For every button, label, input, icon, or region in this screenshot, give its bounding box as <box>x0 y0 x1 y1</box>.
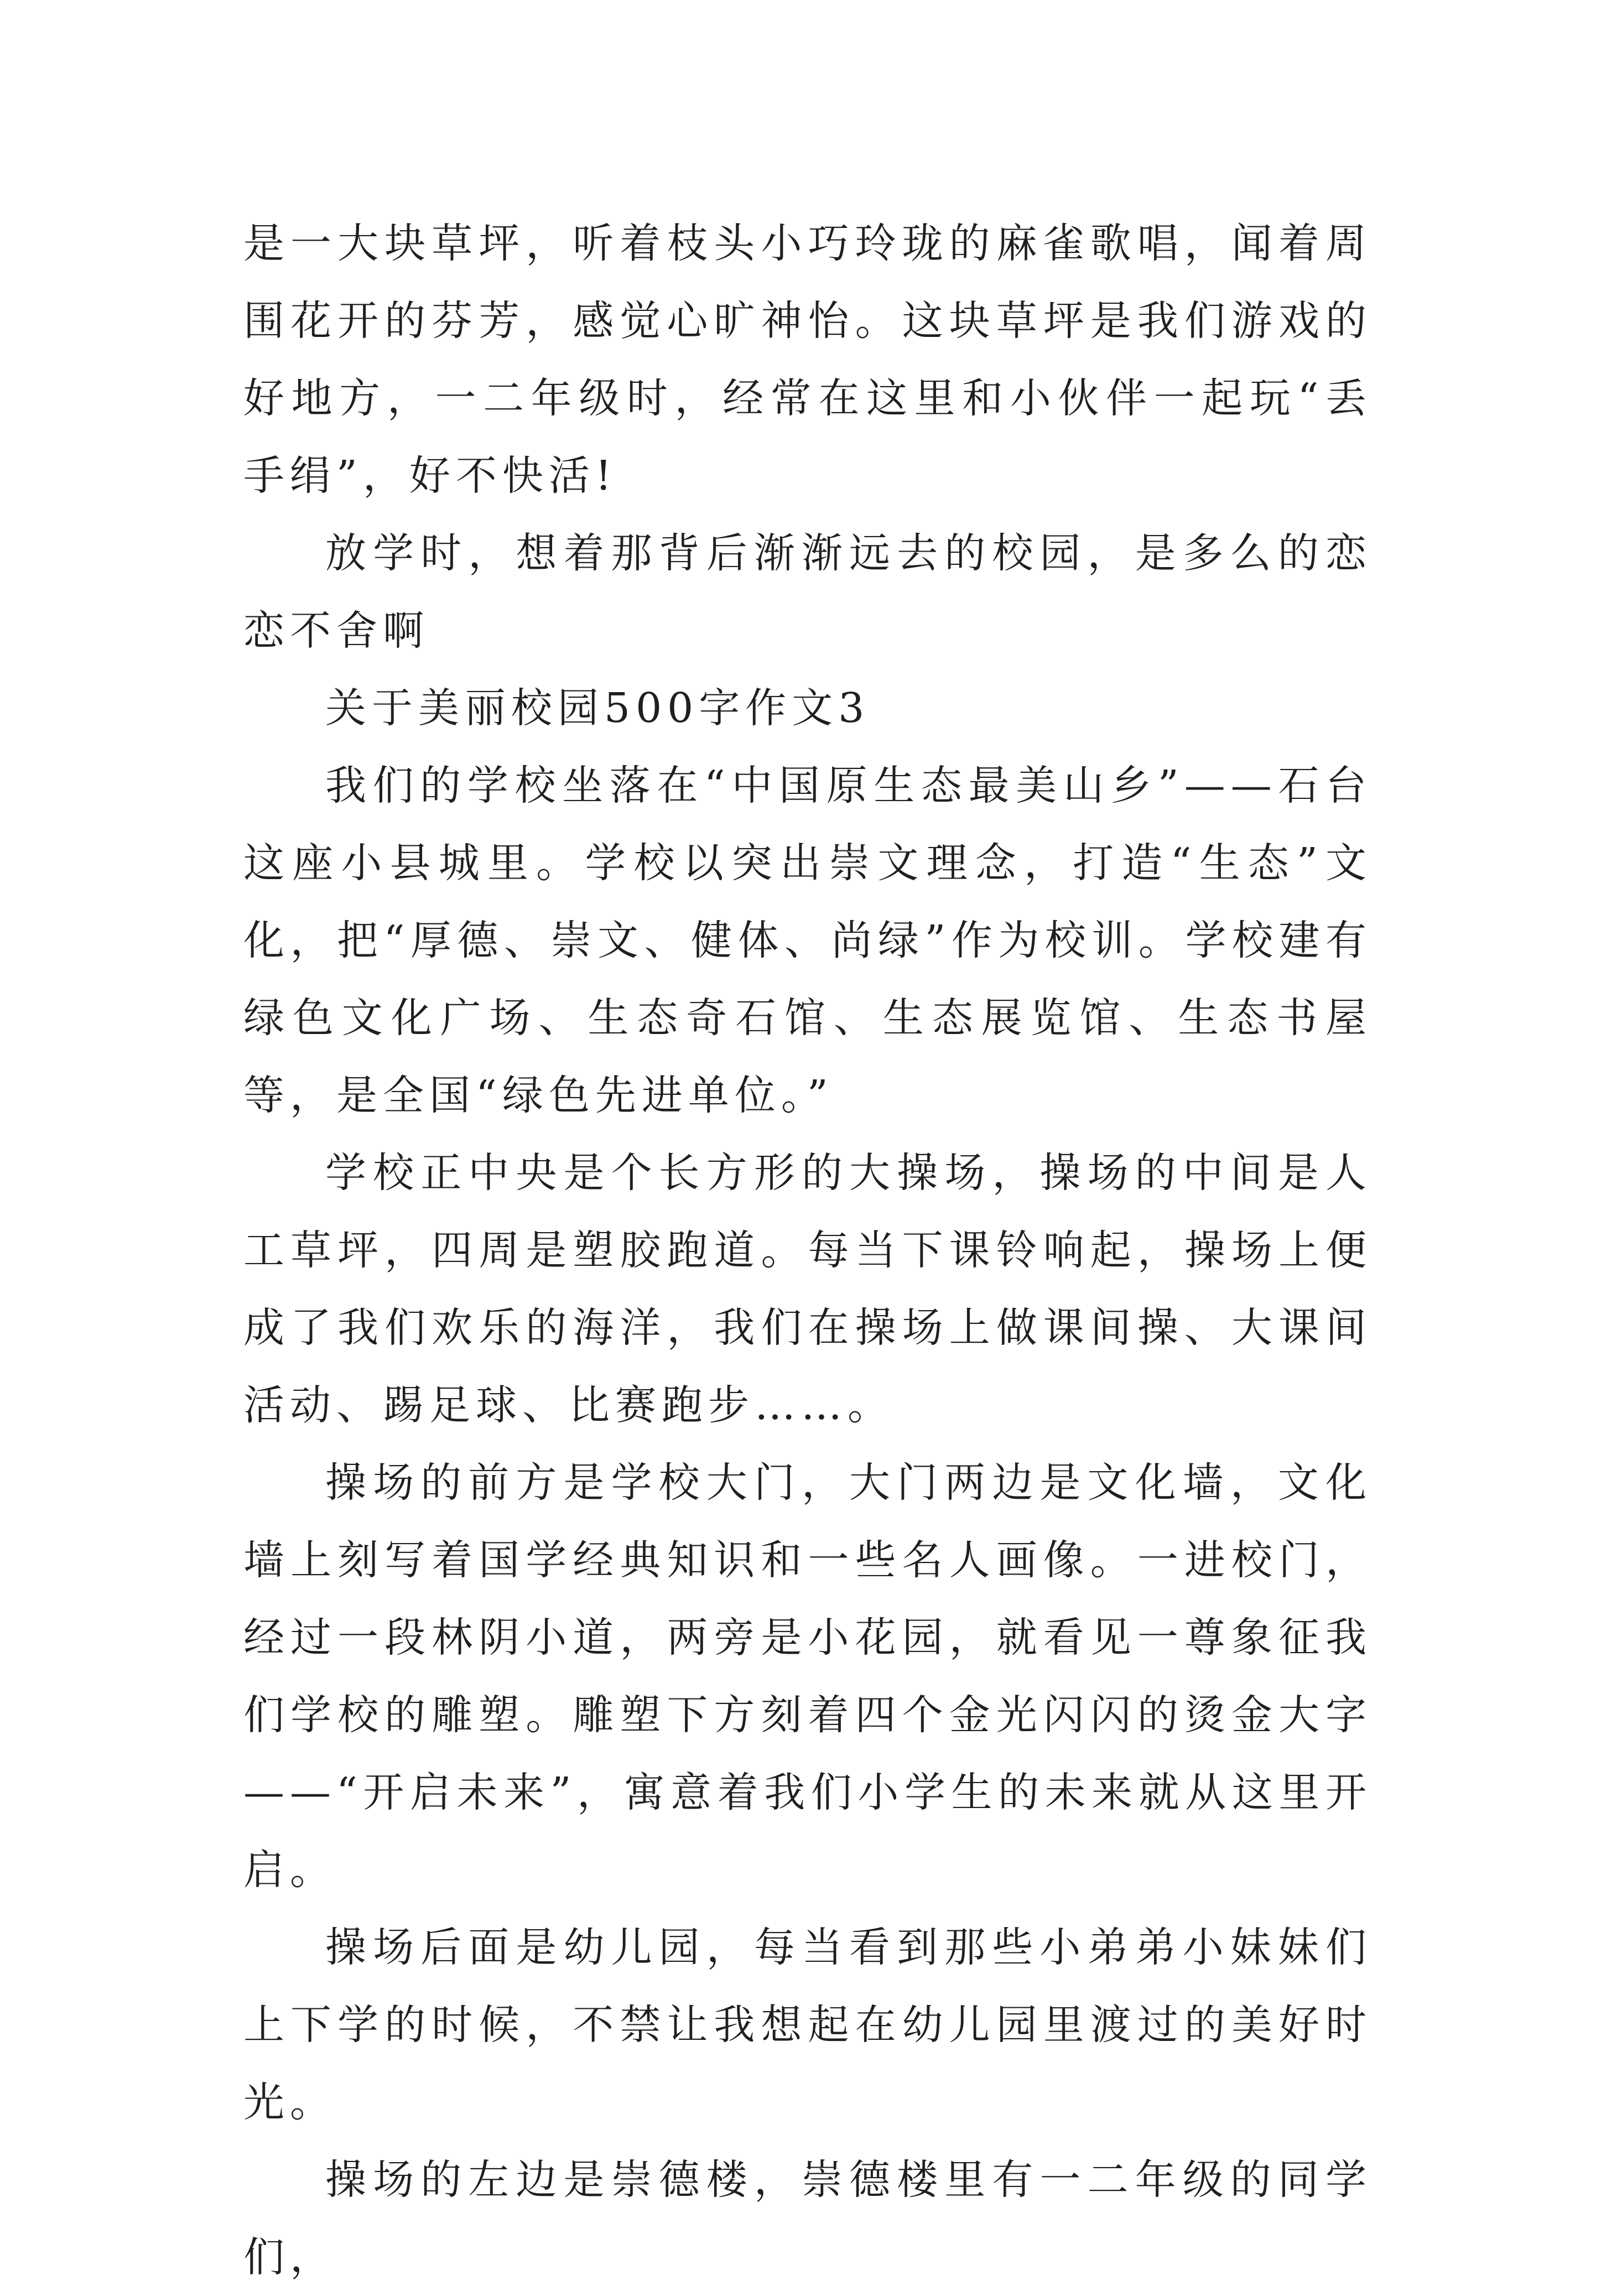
paragraph-playground: 学校正中央是个长方形的大操场，操场的中间是人工草坪，四周是塑胶跑道。每当下课铃响起，操场上便成了我们欢乐的海洋，我们在操场上做课间操、大课间活动、踢足球、比赛跑步……。 <box>243 1149 1372 1429</box>
paragraph-kindergarten: 操场后面是幼儿园，每当看到那些小弟弟小妹妹们上下学的时候，不禁让我想起在幼儿园里渡过的美好时光。 <box>243 1924 1372 2126</box>
essay-title: 关于美丽校园500字作文3 <box>325 684 870 732</box>
paragraph-school-gate: 操场的前方是学校大门，大门两边是文化墙，文化墙上刻写着国学经典知识和一些名人画像。一进校门，经过一段林阴小道，两旁是小花园，就看见一尊象征我们学校的雕塑。雕塑下方刻着四个金光闪闪的烫金大字——“开启未来”，寓意着我们小学生的未来就从这里开启。 <box>243 1459 1372 1894</box>
paragraph-continuation: 是一大块草坪，听着枝头小巧玲珑的麻雀歌唱，闻着周围花开的芬芳，感觉心旷神怡。这块草坪是我们游戏的好地方，一二年级时，经常在这里和小伙伴一起玩“丢手绢”，好不快活! <box>243 220 1372 500</box>
paragraph-chongde-building: 操场的左边是崇德楼，崇德楼里有一二年级的同学们， <box>243 2156 1372 2281</box>
essay-body <box>243 205 1372 2296</box>
paragraph-farewell: 放学时，想着那背后渐渐远去的校园，是多么的恋恋不舍啊 <box>243 529 1372 654</box>
paragraph-school-intro: 我们的学校坐落在“中国原生态最美山乡”——石台这座小县城里。学校以突出崇文理念，打造“生态”文化，把“厚德、崇文、健体、尚绿”作为校训。学校建有绿色文化广场、生态奇石馆、生态展览馆、生态书屋等，是全国“绿色先进单位。” <box>243 762 1372 1119</box>
